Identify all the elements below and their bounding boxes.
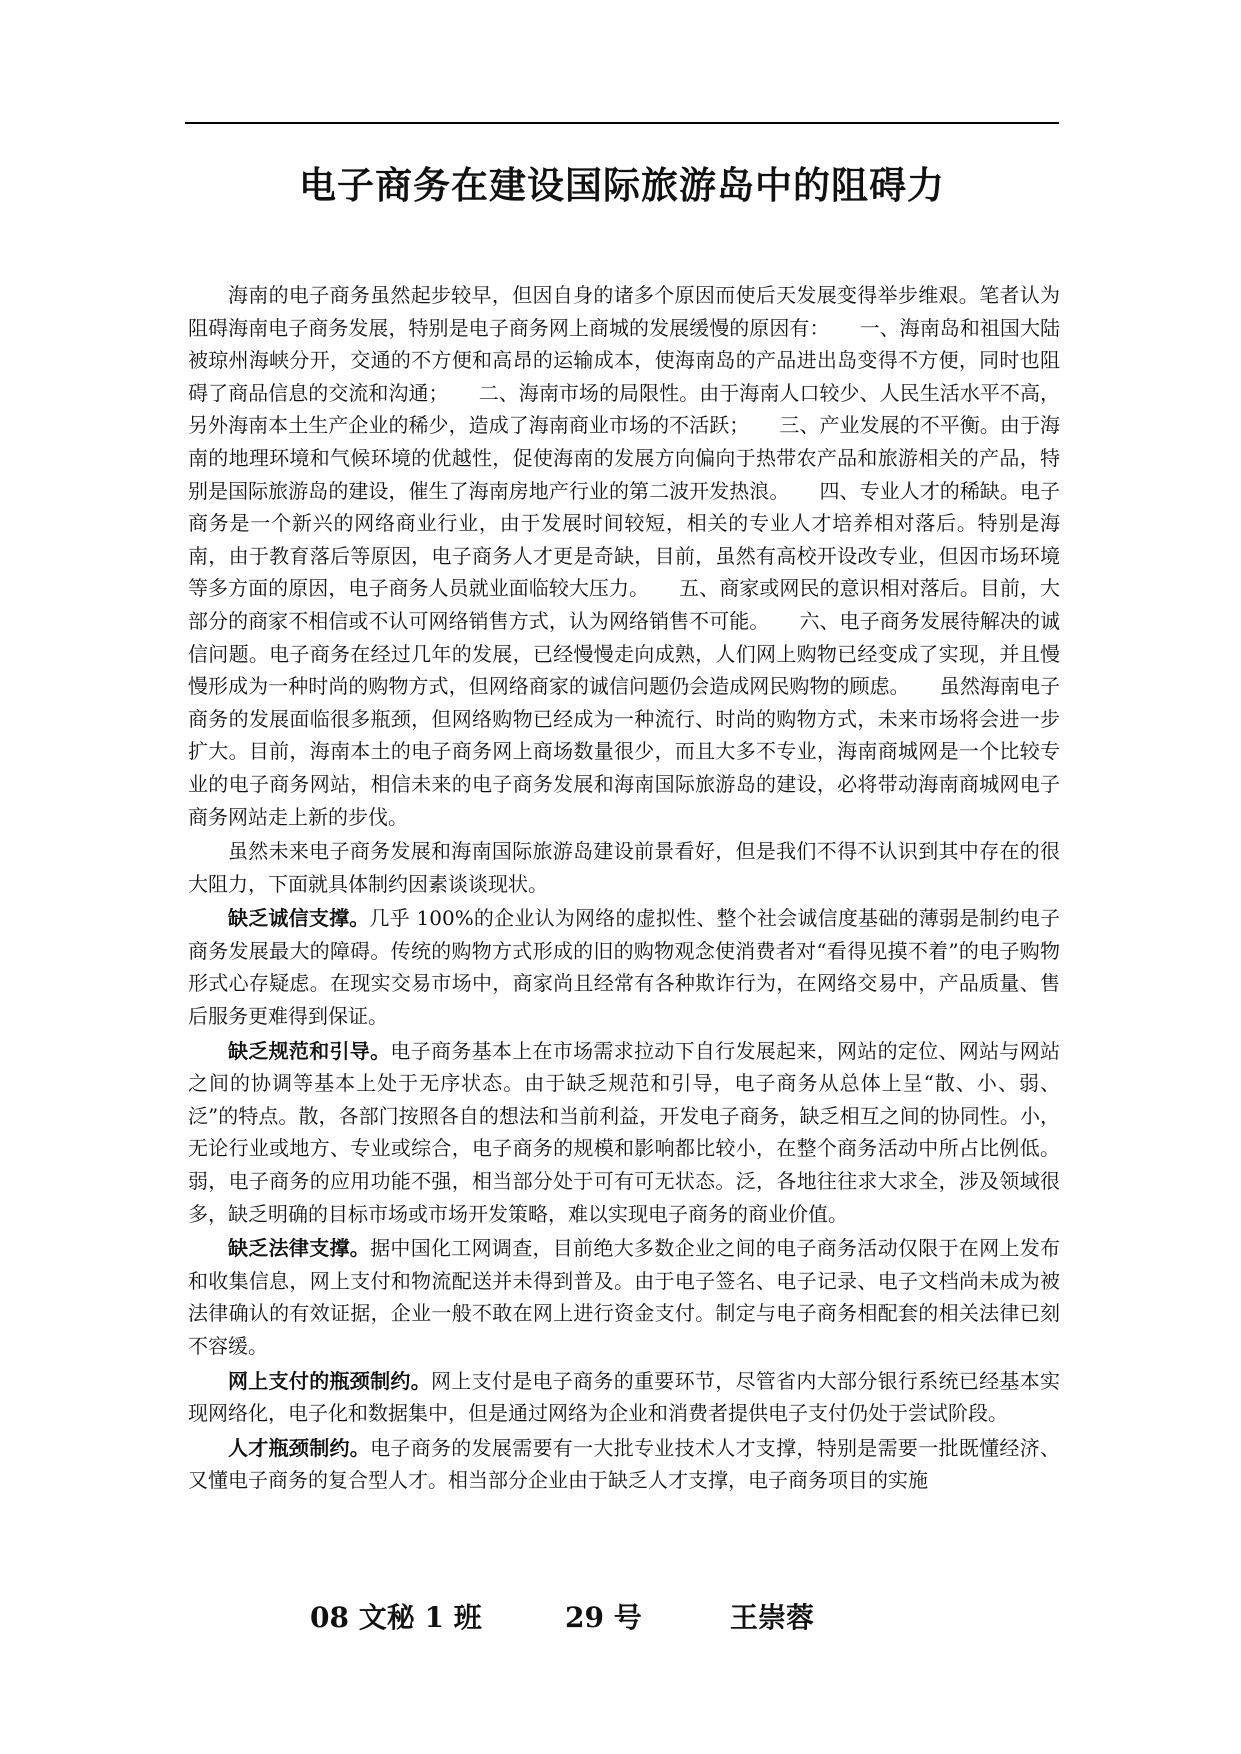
footer-name: 王崇蓉 bbox=[730, 1601, 815, 1634]
footer-class: 08 文秘 1 班 bbox=[310, 1601, 482, 1634]
document-title: 电子商务在建设国际旅游岛中的阻碍力 bbox=[299, 163, 945, 207]
section-heading: 网上支付的瓶颈制约。 bbox=[228, 1368, 431, 1393]
transition-paragraph: 虽然未来电子商务发展和海南国际旅游岛建设前景看好，但是我们不得不认识到其中存在的很大阻力，下面就具体制约因素谈谈现状。 bbox=[188, 839, 1060, 896]
section-text: 网上支付是电子商务的重要环节，尽管省内大部分银行系统已经基本实现网络化，电子化和数据集中，但是通过网络为企业和消费者提供电子支付仍处于尝试阶段。 bbox=[188, 1368, 1060, 1426]
section-talent bbox=[188, 1432, 1060, 1497]
section-regulation bbox=[188, 1035, 1060, 1231]
document-body bbox=[188, 279, 1060, 1497]
header-rule bbox=[185, 122, 1059, 124]
section-heading: 缺乏法律支撑。 bbox=[228, 1236, 371, 1261]
footer-number: 29 号 bbox=[565, 1601, 642, 1634]
section-law bbox=[188, 1232, 1060, 1362]
section-text: 电子商务的发展需要有一大批专业技术人才支撑，特别是需要一批既懂经济、又懂电子商务的复合型人才。相当部分企业由于缺乏人才支撑，电子商务项目的实施 bbox=[188, 1435, 1061, 1493]
section-payment bbox=[188, 1365, 1060, 1430]
section-text: 据中国化工网调查，目前绝大多数企业之间的电子商务活动仅限于在网上发布和收集信息，网上支付和物流配送并未得到普及。由于电子签名、电子记录、电子文档尚未成为被法律确认的有效证据，企业一般不敢在网上进行资金支付。制定与电子商务相配套的相关法律已刻不容缓。 bbox=[188, 1236, 1061, 1358]
section-heading: 缺乏规范和引导。 bbox=[228, 1038, 391, 1063]
section-text: 几乎 100%的企业认为网络的虚拟性、整个社会诚信度基础的薄弱是制约电子商务发展最大的障碍。传统的购物方式形成的旧的购物观念使消费者对“看得见摸不着”的电子购物形式心存疑虑。在现实交易市场中，商家尚且经常有各种欺诈行为，在网络交易中，产品质量、售后服务更难得到保证。 bbox=[188, 906, 1061, 1029]
section-heading: 人才瓶颈制约。 bbox=[228, 1435, 371, 1460]
section-credit bbox=[188, 902, 1060, 1032]
intro-paragraph: 海南的电子商务虽然起步较早，但因自身的诸多个原因而使后天发展变得举步维艰。笔者认为阻碍海南电子商务发展，特别是电子商务网上商城的发展缓慢的原因有： 一、海南岛和祖国大陆被琼州海峡分开，交通的不方便和高昂的运输成本，使海南岛的产品进出岛变得不方便，同时也阻碍了商品信息的交流和沟通； 二、海南市场的局限性。由于海南人口较少、人民生活水平不高，另外海南本土生产企业的稀少，造成了海南商业市场的不活跃； 三、产业发展的不平衡。由于海南的地理环境和气候环境的优越性，促使海南的发展方向偏向于热带农产品和旅游相关的产品，特别是国际旅游岛的建设，催生了海南房地产行业的第二波开发热浪。 四、专业人才的稀缺。电子商务是一个新兴的网络商业行业，由于发展时间较短，相关的专业人才培养相对落后。特别是海南，由于教育落后等原因，电子商务人才更是奇缺，目前，虽然有高校开设改专业，但因市场环境等多方面的原因，电子商务人员就业面临较大压力。 五、商家或网民的意识相对落后。目前，大部分的商家不相信或不认可网络销售方式，认为网络销售不可能。 六、电子商务发展待解决的诚信问题。电子商务在经过几年的发展，已经慢慢走向成熟，人们网上购物已经变成了实现，并且慢慢形成为一种时尚的购物方式，但网络商家的诚信问题仍会造成网民购物的顾虑。 虽然海南电子商务的发展面临很多瓶颈，但网络购物已经成为一种流行、时尚的购物方式，未来市场将会进一步扩大。目前，海南本土的电子商务网上商场数量很少，而且大多不专业，海南商城网是一个比较专业的电子商务网站，相信未来的电子商务发展和海南国际旅游岛的建设，必将带动海南商城网电子商务网站走上新的步伐。 bbox=[188, 283, 1060, 829]
section-text: 电子商务基本上在市场需求拉动下自行发展起来，网站的定位、网站与网站之间的协调等基本上处于无序状态。由于缺乏规范和引导，电子商务从总体上呈“散、小、弱、泛”的特点。散，各部门按照各自的想法和当前利益，开发电子商务，缺乏相互之间的协同性。小，无论行业或地方、专业或综合，电子商务的规模和影响都比较小，在整个商务活动中所占比例低。弱，电子商务的应用功能不强，相当部分处于可有可无状态。泛，各地往往求大求全，涉及领域很多，缺乏明确的目标市场或市场开发策略，难以实现电子商务的商业价值。 bbox=[188, 1038, 1061, 1226]
section-heading: 缺乏诚信支撑。 bbox=[228, 906, 370, 931]
